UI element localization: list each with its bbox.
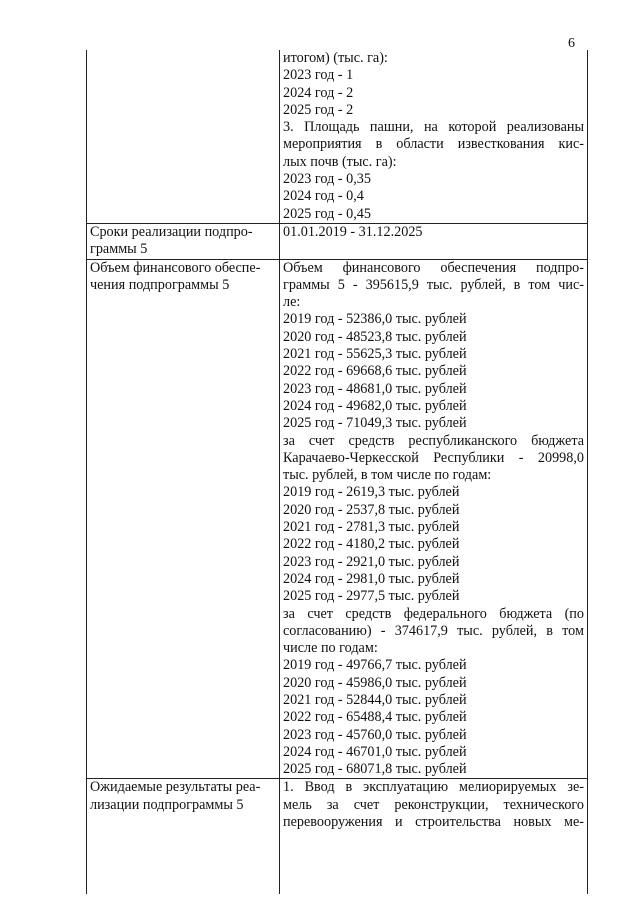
- text-line: 2020 год - 48523,8 тыс. рублей: [283, 328, 467, 345]
- text-line: 2022 год - 65488,4 тыс. рублей: [283, 709, 467, 726]
- targets-content-cell: [280, 50, 588, 223]
- text-line: 2020 год - 2537,8 тыс. рублей: [283, 501, 460, 518]
- label-line: Ожидаемые результаты реа-: [90, 779, 261, 796]
- text-line: 2024 год - 2981,0 тыс. рублей: [283, 570, 460, 587]
- subprogram-passport-table: [86, 50, 588, 894]
- text-line: 2025 год - 2: [283, 101, 354, 118]
- text-line: 2023 год - 2921,0 тыс. рублей: [283, 553, 460, 570]
- text-line: 2020 год - 45986,0 тыс. рублей: [283, 674, 467, 691]
- text-line: за счет средств федерального бюджета (по: [283, 605, 584, 622]
- label-line: лизации подпрограммы 5: [90, 796, 244, 813]
- text-line: 2022 год - 69668,6 тыс. рублей: [283, 363, 467, 380]
- text-line: 2021 год - 2781,3 тыс. рублей: [283, 519, 460, 536]
- text-line: тыс. рублей, в том числе по годам:: [283, 467, 492, 484]
- text-line: 2025 год - 68071,8 тыс. рублей: [283, 761, 467, 778]
- text-line: 2023 год - 0,35: [283, 171, 371, 188]
- period-value: 01.01.2019 - 31.12.2025: [283, 223, 423, 240]
- text-line: 2025 год - 71049,3 тыс. рублей: [283, 415, 467, 432]
- text-line: числе по годам:: [283, 640, 378, 657]
- text-line: лых почв (тыс. га):: [283, 153, 397, 170]
- text-line: Объем финансового обеспечения подпро-: [283, 259, 584, 276]
- text-line: 2025 год - 0,45: [283, 205, 371, 222]
- period-row: [87, 223, 588, 259]
- text-line: итогом) (тыс. га):: [283, 50, 388, 66]
- targets-row: [87, 50, 588, 223]
- text-line: 2023 год - 48681,0 тыс. рублей: [283, 380, 467, 397]
- text-line: 2024 год - 49682,0 тыс. рублей: [283, 397, 467, 414]
- text-line: мель за счет реконструкции, технического: [283, 796, 584, 813]
- results-row: [87, 779, 588, 895]
- targets-label-cell: [87, 50, 280, 223]
- text-line: 2024 год - 46701,0 тыс. рублей: [283, 743, 467, 760]
- text-line: 2024 год - 2: [283, 84, 354, 101]
- text-line: 2019 год - 49766,7 тыс. рублей: [283, 657, 467, 674]
- text-line: 2023 год - 1: [283, 67, 354, 84]
- text-line: 2021 год - 52844,0 тыс. рублей: [283, 691, 467, 708]
- label-line: чения подпрограммы 5: [90, 276, 230, 293]
- page-number: 6: [568, 36, 575, 51]
- text-line: 2019 год - 2619,3 тыс. рублей: [283, 484, 460, 501]
- text-line: 2024 год - 0,4: [283, 188, 364, 205]
- text-line: ле:: [283, 294, 301, 311]
- text-line: согласованию) - 374617,9 тыс. рублей, в том: [283, 622, 584, 639]
- text-line: граммы 5 - 395615,9 тыс. рублей, в том чис-: [283, 276, 584, 293]
- text-line: 1. Ввод в эксплуатацию мелиорируемых зе-: [283, 779, 584, 796]
- results-label-cell: [87, 779, 280, 895]
- funding-row: [87, 259, 588, 779]
- results-content-cell: [280, 779, 588, 895]
- funding-content-cell: [280, 259, 588, 779]
- text-line: 2025 год - 2977,5 тыс. рублей: [283, 588, 460, 605]
- period-value-cell: [280, 223, 588, 259]
- period-label-cell: [87, 223, 280, 259]
- text-line: за счет средств республиканского бюджета: [283, 432, 584, 449]
- text-line: 3. Площадь пашни, на которой реализованы: [283, 119, 584, 136]
- text-line: Карачаево-Черкесской Республики - 20998,0: [283, 449, 584, 466]
- text-line: 2019 год - 52386,0 тыс. рублей: [283, 311, 467, 328]
- label-line: граммы 5: [90, 241, 148, 258]
- text-line: 2023 год - 45760,0 тыс. рублей: [283, 726, 467, 743]
- text-line: 2021 год - 55625,3 тыс. рублей: [283, 346, 467, 363]
- text-line: мероприятия в области известкования кис-: [283, 136, 584, 153]
- funding-label-cell: [87, 259, 280, 779]
- text-line: перевооружения и строительства новых ме-: [283, 814, 584, 831]
- label-line: Объем финансового обеспе-: [90, 259, 261, 276]
- text-line: 2022 год - 4180,2 тыс. рублей: [283, 536, 460, 553]
- label-line: Сроки реализации подпро-: [90, 223, 253, 240]
